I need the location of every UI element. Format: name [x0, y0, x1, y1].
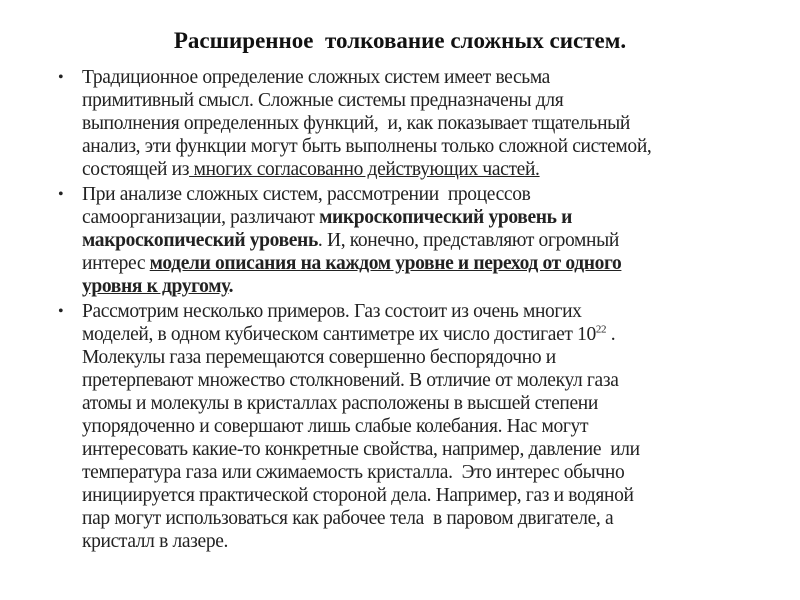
bullet-item	[56, 300, 776, 553]
text-line	[82, 438, 776, 461]
bullet-list	[56, 66, 776, 555]
text-segment: состоящей из	[82, 159, 190, 180]
emphasized-text: модели описания на каждом уровне и переход от одного	[149, 253, 622, 274]
text-segment: атомы и молекулы в кристаллах расположены в высшей степени	[82, 393, 598, 414]
text-segment: температура газа или сжимаемость кристалла. Это интерес обычно	[82, 462, 625, 483]
text-line	[82, 252, 776, 275]
text-line	[82, 392, 776, 415]
text-line	[82, 66, 776, 89]
text-segment: моделей, в одном кубическом сантиметре их число достигает 10	[82, 324, 596, 345]
text-line	[82, 323, 776, 346]
text-segment: многих согласованно действующих частей.	[189, 159, 540, 180]
text-line	[82, 484, 776, 507]
text-line	[82, 346, 776, 369]
text-line	[82, 206, 776, 229]
text-segment: кристалл в лазере.	[82, 531, 229, 552]
text-line	[82, 158, 776, 181]
emphasized-text: макроскопический уровень	[82, 230, 318, 251]
text-segment: .	[606, 324, 616, 345]
bullet-icon: •	[58, 303, 64, 320]
text-segment: примитивный смысл. Сложные системы предназначены для	[82, 90, 564, 111]
text-segment: самоорганизации, различают	[82, 207, 320, 228]
text-line	[82, 135, 776, 158]
exponent: 22	[595, 323, 607, 336]
emphasized-text: уровня к другому	[82, 276, 229, 297]
text-line	[82, 300, 776, 323]
slide-title: Расширенное толкование сложных систем.	[173, 28, 627, 53]
text-segment: упорядоченно и совершают лишь слабые колебания. Нас могут	[82, 416, 589, 437]
text-segment: Молекулы газа перемещаются совершенно беспорядочно и	[82, 347, 556, 368]
text-segment: пар могут использоваться как рабочее тела в паровом двигателе, а	[82, 508, 614, 529]
text-line	[82, 112, 776, 135]
bullet-icon: •	[58, 186, 64, 203]
text-segment: Рассмотрим несколько примеров. Газ состоит из очень многих	[82, 301, 582, 322]
bullet-item	[56, 66, 776, 181]
text-line	[82, 89, 776, 112]
text-segment: инициируется практической стороной дела. Например, газ и водяной	[82, 485, 634, 506]
text-segment: претерпевают множество столкновений. В отличие от молекул газа	[82, 370, 619, 391]
bullet-item	[56, 183, 776, 298]
text-segment: анализ, эти функции могут быть выполнены только сложной системой,	[82, 136, 652, 157]
text-line	[82, 507, 776, 530]
text-line	[82, 461, 776, 484]
text-segment: интересовать какие-то конкретные свойства, например, давление или	[82, 439, 640, 460]
text-segment: выполнения определенных функций, и, как показывает тщательный	[82, 113, 631, 134]
text-line	[82, 415, 776, 438]
text-segment: . И, конечно, представляют огромный	[317, 230, 619, 251]
text-line	[82, 183, 776, 206]
text-segment: При анализе сложных систем, рассмотрении процессов	[82, 184, 531, 205]
text-line	[82, 369, 776, 392]
text-line	[82, 275, 776, 298]
emphasized-text: .	[228, 276, 234, 297]
text-line	[82, 530, 776, 553]
text-segment: Традиционное определение сложных систем имеет весьма	[82, 67, 550, 88]
bullet-icon: •	[58, 69, 64, 86]
emphasized-text: микроскопический уровень и	[319, 207, 573, 228]
text-segment: интерес	[82, 253, 150, 274]
text-line	[82, 229, 776, 252]
